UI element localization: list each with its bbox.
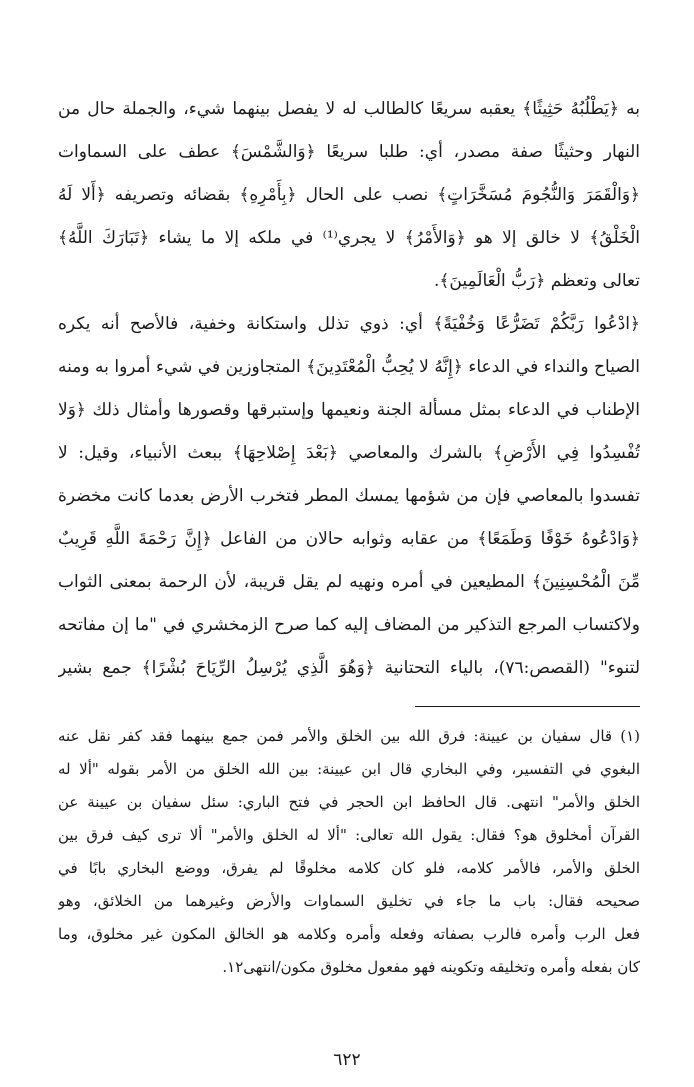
- text-line: الصياح والنداء في الدعاء ﴿إِنَّهُ لا يُحِبُّ الْمُعْتَدِينَ﴾ المتجاوزين في شيء أمروا به ومنه: [58, 357, 640, 377]
- main-text: [58, 88, 640, 690]
- text-line: به ﴿يَطْلُبُهُ حَثِيثًا﴾ يعقبه سريعًا كالطالب له لا يفصل بينهما شيء، والجملة حال من: [58, 99, 640, 119]
- text-line: تفسدوا بالمعاصي فإن من شؤمها يمسك المطر فتخرب الأرض بعدما كانت مخضرة: [58, 486, 640, 506]
- text-line: النهار وحثيثًا صفة مصدر، أي: طلبا سريعًا ﴿وَالشَّمْسَ﴾ عطف على السماوات: [58, 142, 640, 162]
- footnote-line: كان بفعله وأمره وتخليقه وتكوينه فهو مفعول مخلوق مكون/انتهى١٢.: [222, 958, 640, 976]
- footnote-separator: [415, 706, 640, 707]
- page-content: [58, 88, 640, 976]
- page-number: ٦٢٢: [333, 1050, 361, 1070]
- text-line: تُفْسِدُوا فِي الأَرْضِ﴾ بالشرك والمعاصي ﴿بَعْدَ إِصْلاحِهَا﴾ ببعث الأنبياء، وقيل: لا: [58, 443, 640, 463]
- footnotes: [58, 720, 640, 984]
- text-line: ﴿وَادْعُوهُ خَوْفًا وَطَمَعًا﴾ من عقابه وثوابه حالان من الفاعل ﴿إِنَّ رَحْمَةَ اللَّهِ قَرِيبٌ: [58, 529, 640, 549]
- text-line: ﴿ادْعُوا رَبَّكُمْ تَضَرُّعًا وَخُفْيَةً﴾ أي: ذوي تذلل واستكانة وخفية، فالأصح أنه يكره: [58, 314, 640, 334]
- footnote-line: الخلق والأمر، فالأمر كلامه، فلو كان كلامه مخلوقًا لم يفرق، ووضع البخاري بابًا في: [58, 859, 640, 877]
- text-line: لتنوء" (القصص:٧٦)، بالياء التحتانية ﴿وَهُوَ الَّذِي يُرْسِلُ الرِّيَاحَ بُشْرًا﴾ جمع بشير: [58, 658, 640, 678]
- footnote-line: البغوي في التفسير، وفي البخاري قال ابن عيينة: بين الله الخلق من الأمر بقوله "ألا له: [58, 760, 640, 778]
- footnote-line: فعل الرب وأمره فالرب بصفاته وفعله وأمره وكلامه هو الخالق المكون غير مخلوق، وما: [58, 925, 640, 943]
- footnote-line: (١) قال سفيان بن عيينة: فرق الله بين الخلق والأمر فمن جمع بينهما فقد كفر نقل عنه: [58, 727, 640, 745]
- text-line: الإطناب في الدعاء بمثل مسألة الجنة ونعيمها وإستبرقها وقصورها وأمثال ذلك ﴿وَلا: [58, 400, 640, 420]
- text-line: مِّنَ الْمُحْسِنِينَ﴾ المطيعين في أمره ونهيه لم يقل قريبة، لأن الرحمة بمعنى الثواب: [58, 572, 640, 592]
- text-line: تعالى وتعظم ﴿رَبُّ الْعَالَمِينَ﴾.: [434, 271, 640, 291]
- text-line: ولاكتساب المرجع التذكير من المضاف إليه كما صرح الزمخشري في "ما إن مفاتحه: [58, 615, 640, 635]
- footnote-line: الخلق والأمر" انتهى. قال الحافظ ابن الحجر في فتح الباري: سئل سفيان بن عيينة عن: [58, 793, 640, 811]
- footnote-line: القرآن أمخلوق هو؟ فقال: يقول الله تعالى: "ألا له الخلق والأمر" ألا ترى كيف فرق بين: [58, 826, 640, 844]
- text-line: الْخَلْقُ﴾ لا خالق إلا هو ﴿وَالأَمْرُ﴾ لا يجري⁽¹⁾ في ملكه إلا ما يشاء ﴿تَبَارَكَ اللَّهُ﴾: [58, 228, 640, 248]
- footnote-line: صحيحه فقال: باب ما جاء في تخليق السماوات والأرض وغيرهما من الخلائق، وهو: [58, 892, 640, 910]
- text-line: ﴿وَالْقَمَرَ وَالنُّجُومَ مُسَخَّرَاتٍ﴾ نصب على الحال ﴿بِأَمْرِهِ﴾ بقضائه وتصريفه ﴿أَلا لَهُ: [58, 185, 640, 205]
